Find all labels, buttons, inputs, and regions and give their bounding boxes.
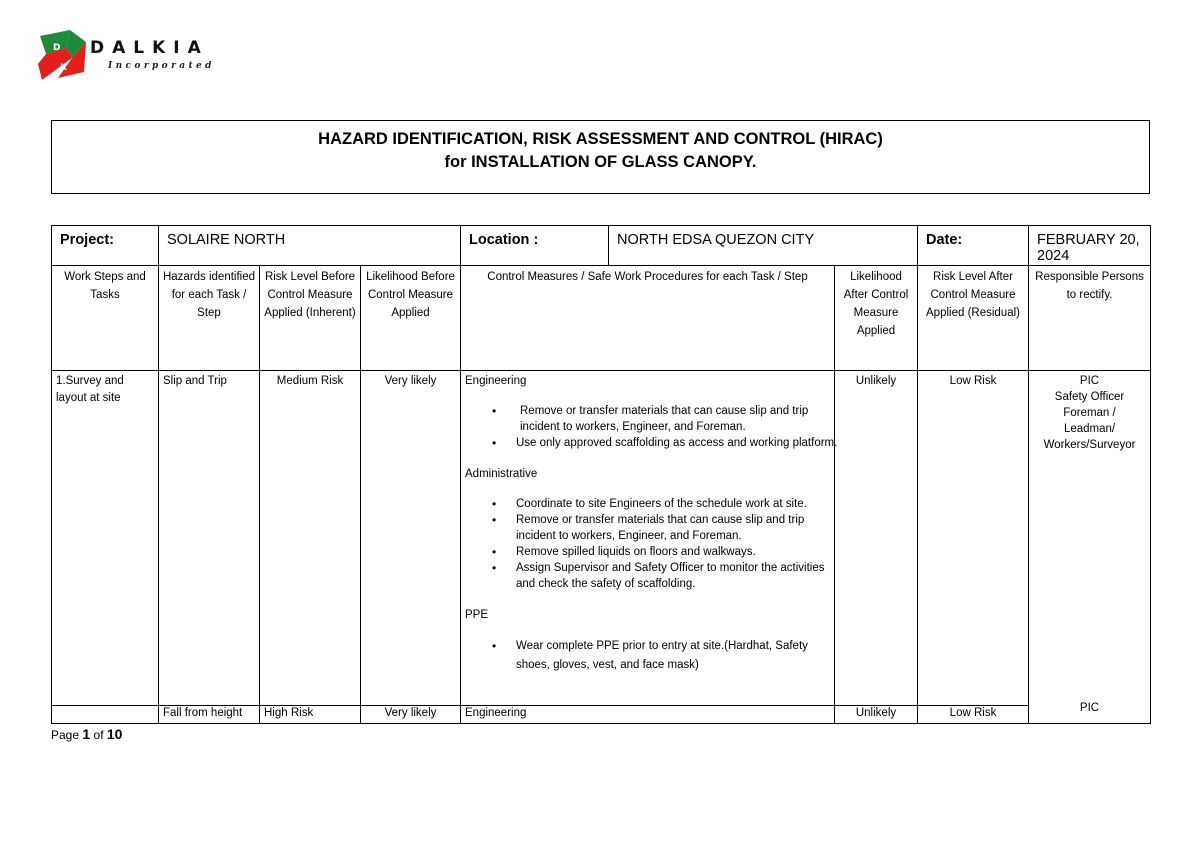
risk-before-cell: High Risk: [260, 706, 361, 724]
responsible-cell: [1029, 371, 1151, 724]
location-label: Location :: [461, 226, 609, 266]
likelihood-after-cell: Unlikely: [835, 706, 918, 724]
date-label: Date:: [918, 226, 1029, 266]
list-item: • Use only approved scaffolding as access and working platform.: [465, 435, 841, 451]
project-value: SOLAIRE NORTH: [159, 226, 461, 266]
of-word: of: [93, 728, 104, 742]
header-risk-after: Risk Level After Control Measure Applied (Residual): [918, 266, 1029, 371]
header-control-measures: Control Measures / Safe Work Procedures for each Task / Step: [461, 266, 835, 371]
dalkia-logo-mark-icon: [36, 28, 88, 84]
company-logo: [36, 28, 226, 84]
project-info-row: [52, 226, 1151, 266]
document-title: HAZARD IDENTIFICATION, RISK ASSESSMENT AND CONTROL (HIRAC): [318, 130, 883, 148]
header-likelihood-after: Likelihood After Control Measure Applied: [835, 266, 918, 371]
page-word: Page: [51, 728, 80, 742]
responsible-line: Leadman/: [1063, 423, 1116, 435]
location-value: NORTH EDSA QUEZON CITY: [609, 226, 918, 266]
list-item: • Remove or transfer materials that can cause slip and trip incident to workers, Engineer, and Foreman.: [465, 512, 841, 544]
header-work-steps: Work Steps and Tasks: [52, 266, 159, 371]
hirac-table: [51, 225, 1151, 724]
date-value: FEBRUARY 20, 2024: [1029, 226, 1151, 266]
logo-company-name: DALKIA: [90, 38, 209, 58]
header-responsible: Responsible Persons to rectify.: [1029, 266, 1151, 371]
project-label: Project:: [52, 226, 159, 266]
engineering-heading: Engineering: [465, 375, 527, 387]
responsible-line: Workers/Surveyor: [1043, 439, 1136, 451]
list-item: • Assign Supervisor and Safety Officer to monitor the activities and check the safety of scaffolding.: [465, 560, 841, 592]
administrative-heading: Administrative: [465, 468, 538, 480]
logo-mark-letter-k: K: [60, 63, 67, 73]
list-item: • Coordinate to site Engineers of the schedule work at site.: [465, 496, 841, 512]
header-likelihood-before: Likelihood Before Control Measure Applied: [361, 266, 461, 371]
page-number: 1: [82, 726, 91, 742]
logo-mark-letter-d: D: [53, 43, 61, 53]
engineering-list: [465, 403, 838, 451]
document-subtitle: for INSTALLATION OF GLASS CANOPY.: [444, 153, 757, 171]
column-header-row: [52, 266, 1151, 371]
table-row: [52, 706, 1151, 724]
document-title-box: [51, 120, 1150, 194]
likelihood-after-cell: Unlikely: [835, 371, 918, 706]
list-item: • Remove or transfer materials that can cause slip and trip incident to workers, Engineer, and Foreman.: [465, 403, 841, 435]
header-risk-before: Risk Level Before Control Measure Applied (Inherent): [260, 266, 361, 371]
risk-before-cell: Medium Risk: [260, 371, 361, 706]
ppe-list: [465, 637, 830, 675]
likelihood-before-cell: Very likely: [361, 706, 461, 724]
likelihood-before-cell: Very likely: [361, 371, 461, 706]
ppe-heading: PPE: [465, 609, 489, 621]
hazard-cell: Fall from height: [159, 706, 260, 724]
work-step-cell: [52, 706, 159, 724]
page-footer: [51, 726, 122, 742]
table-row: [52, 371, 1151, 706]
logo-tagline: Incorporated: [108, 61, 215, 71]
responsible-line: Safety Officer: [1054, 391, 1125, 403]
administrative-list: [465, 496, 830, 592]
control-measures-cell: Engineering: [461, 706, 835, 724]
list-item: • Remove spilled liquids on floors and walkways.: [465, 544, 841, 560]
list-item: • Wear complete PPE prior to entry at site.(Hardhat, Safety shoes, gloves, vest, and face mask): [465, 637, 841, 675]
responsible-line: PIC: [1079, 702, 1100, 714]
control-measures-cell: [461, 371, 838, 706]
page-total: 10: [106, 726, 123, 742]
work-step-cell: 1.Survey and layout at site: [52, 371, 159, 706]
hazard-cell: Slip and Trip: [159, 371, 260, 706]
responsible-line: Foreman /: [1063, 407, 1116, 419]
risk-after-cell: Low Risk: [918, 371, 1029, 706]
responsible-line: PIC: [1079, 375, 1100, 387]
risk-after-cell: Low Risk: [918, 706, 1029, 724]
header-hazards: Hazards identified for each Task / Step: [159, 266, 260, 371]
